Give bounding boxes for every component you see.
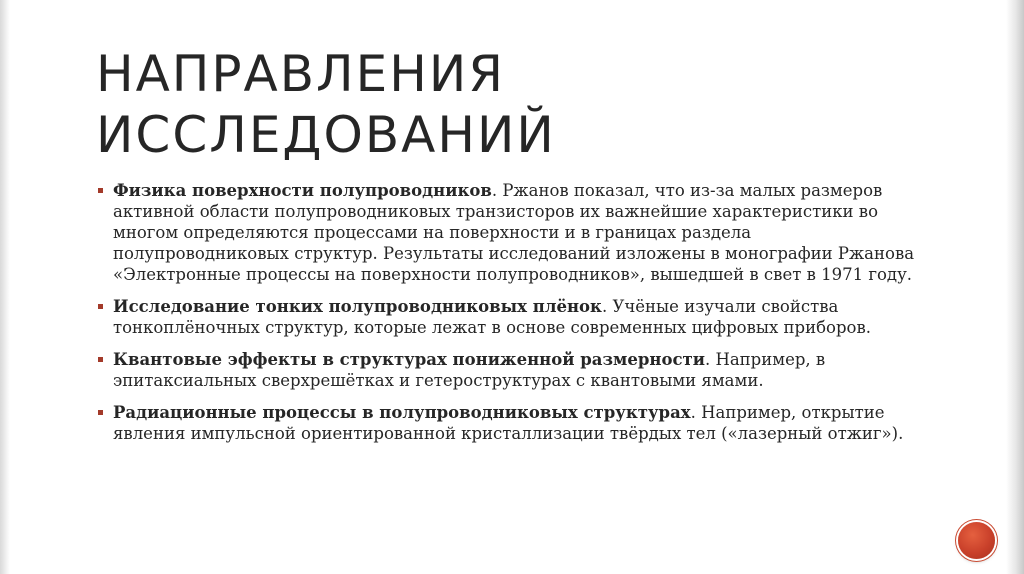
bullet-heading: Физика поверхности полупроводников: [113, 181, 492, 200]
bullet-item-quantum-effects: [98, 349, 928, 391]
slide-left-edge: [0, 0, 10, 574]
bullet-square-icon: [98, 357, 103, 362]
bullet-square-icon: [98, 188, 103, 193]
bullet-text: . Ржанов показал, что из-за малых размеров активной области полупроводниковых транзисторов их важнейшие характеристики во многом определяются процессами на поверхности и в границах раздела полупроводниковых структур. Результаты исследований изложены в монографии Ржанова «Электронные процессы на поверхности полупроводников», вышедшей в свет в 1971 году.: [113, 181, 915, 284]
bullet-item-surface-physics: [98, 180, 928, 285]
bullet-heading: Радиационные процессы в полупроводниковых структурах: [113, 403, 691, 422]
slide-title-line-2: ИССЛЕДОВАНИЙ: [96, 106, 556, 164]
slide-right-edge: [1006, 0, 1024, 574]
bullet-square-icon: [98, 410, 103, 415]
slide-title-line-1: НАПРАВЛЕНИЯ: [96, 45, 505, 103]
slide-title: [96, 44, 556, 166]
slide-nav-button[interactable]: [958, 522, 995, 559]
bullet-item-thin-films: [98, 296, 928, 338]
bullet-text: . Например, в эпитаксиальных сверхрешётках и гетероструктурах с квантовыми ямами.: [113, 350, 826, 390]
bullet-item-radiation-processes: [98, 402, 928, 444]
bullet-square-icon: [98, 304, 103, 309]
bullet-text: . Например, открытие явления импульсной ориентированной кристаллизации твёрдых тел («лазерный отжиг»).: [113, 403, 904, 443]
bullet-heading: Квантовые эффекты в структурах пониженной размерности: [113, 350, 705, 369]
bullet-heading: Исследование тонких полупроводниковых плёнок: [113, 297, 602, 316]
bullet-text: . Учёные изучали свойства тонкоплёночных структур, которые лежат в основе современных цифровых приборов.: [113, 297, 872, 337]
bullet-list: [98, 180, 928, 455]
